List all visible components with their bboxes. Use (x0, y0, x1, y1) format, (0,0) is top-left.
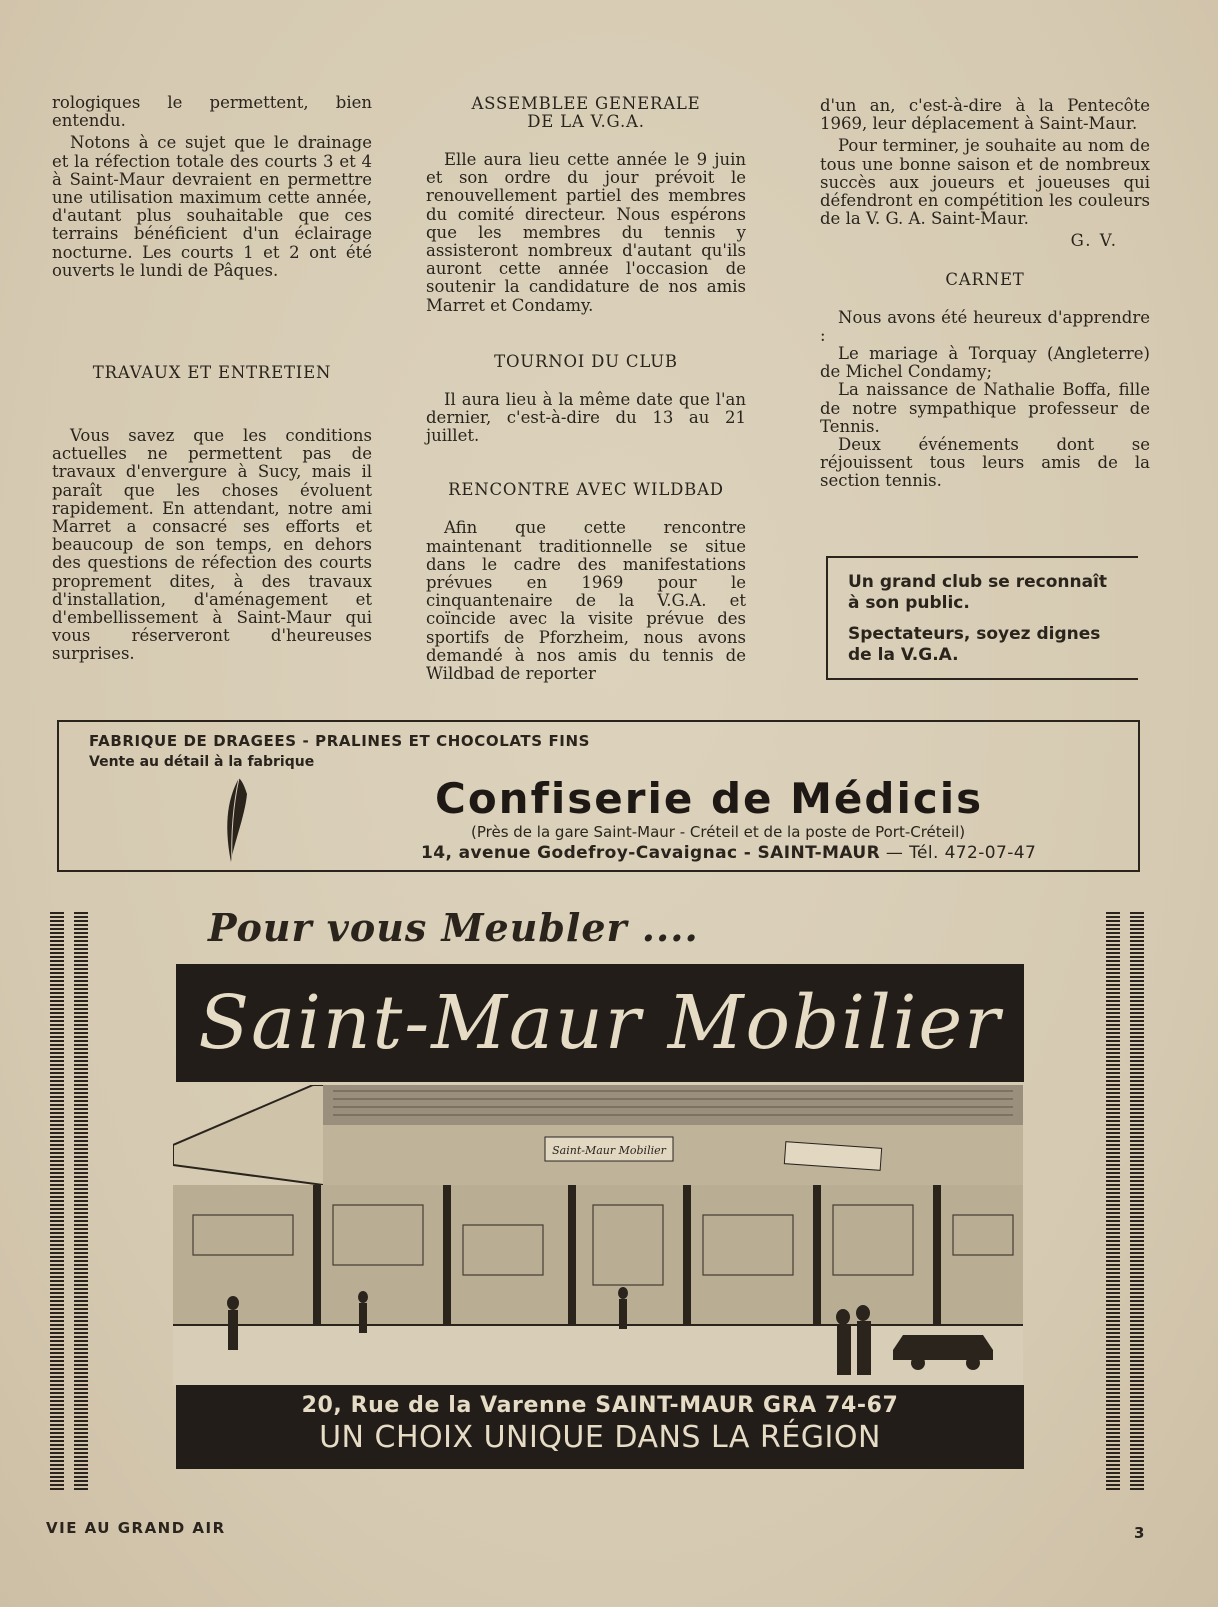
box-line-3: Spectateurs, soyez dignes (848, 624, 1101, 644)
paragraph-carnet-1: Nous avons été heureux d'apprendre : (820, 307, 1150, 345)
signature: G. V. (1070, 231, 1118, 251)
confiserie-top-line: FABRIQUE DE DRAGEES - PRALINES ET CHOCOLATS FINS (89, 732, 591, 750)
box-line-1: Un grand club se reconnaît (848, 572, 1108, 592)
paragraph-assemblee: Elle aura lieu cette année le 9 juin et son ordre du jour prévoit le renouvellement partiel des membres du comité directeur. Nous espérons que les membres du tennis y assisteront nombreux d'autant qu'ils auront cette année l'occasion de soutenir la candidature de nos amis Marret et Condamy. (426, 150, 746, 315)
box-line-2: à son public. (848, 593, 970, 613)
heading-assemblee-2: DE LA V.G.A. (527, 112, 645, 131)
paragraph-rencontre: Afin que cette rencontre maintenant traditionnelle se situe dans le cadre des manifestations prévues en 1969 pour le cinquantenaire de la V.G.A. et coïncide avec la visite prévue des sportifs de Pforzheim, nous avons demandé à nos amis du tennis de Wildbad de reporter (426, 518, 746, 684)
paragraph-notons: Notons à ce sujet que le drainage et la réfection totale des courts 3 et 4 à Saint-Maur devraient en permettre une utilisation maximum cette année, d'autant plus souhaitable que ces terrains bénéficient d'un éclairage nocturne. Les courts 1 et 2 ont été ouverts le lundi de Pâques. (52, 133, 372, 280)
paragraph-carnet-4: Deux événements dont se réjouissent tous leurs amis de la section tennis. (820, 435, 1150, 491)
column-3 (820, 97, 1150, 491)
confiserie-brand: Confiserie de Médicis (435, 774, 984, 823)
feather-icon (217, 776, 257, 866)
paragraph-carnet-2: Le mariage à Torquay (Angleterre) de Michel Condamy; (820, 344, 1150, 382)
confiserie-address: 14, avenue Godefroy-Cavaignac - SAINT-MAUR (421, 843, 881, 863)
store-illustration (173, 1085, 1023, 1385)
publication-title: VIE AU GRAND AIR (46, 1519, 226, 1537)
column-1 (52, 94, 372, 664)
column-2 (426, 95, 746, 683)
paragraph-terminer: Pour terminer, je souhaite au nom de tous une bonne saison et de nombreux succès aux joueurs et joueuses qui défendront en compétition les couleurs de la V. G. A. Saint-Maur. (820, 136, 1150, 229)
paragraph-carnet-3: La naissance de Nathalie Boffa, fille de notre sympathique professeur de Tennis. (820, 380, 1150, 436)
confiserie-ad (57, 720, 1140, 872)
confiserie-address-line (421, 843, 1036, 863)
mobilier-brand-banner: Saint-Maur Mobilier (176, 964, 1024, 1082)
confiserie-top-line-2: Vente au détail à la fabrique (89, 754, 315, 770)
page-number: 3 (1134, 1524, 1145, 1542)
mobilier-address: 20, Rue de la Varenne SAINT-MAUR GRA 74-67 (301, 1393, 899, 1418)
paragraph-intro: rologiques le permettent, bien entendu. (52, 93, 372, 131)
paragraph-tournoi: Il aura lieu à la même date que l'an dernier, c'est-à-dire du 13 au 21 juillet. (426, 389, 746, 446)
heading-assemblee: ASSEMBLEE GENERALE (471, 94, 701, 113)
box-line-4: de la V.G.A. (848, 645, 959, 665)
club-public-box (826, 556, 1138, 680)
mobilier-slogan: UN CHOIX UNIQUE DANS LA RÉGION (319, 1420, 881, 1455)
confiserie-phone: — Tél. 472-07-47 (885, 843, 1037, 863)
mobilier-address-banner (176, 1385, 1024, 1469)
store-sign-1: Saint-Maur Mobilier (552, 1144, 666, 1157)
mobilier-ad (48, 905, 1148, 1505)
heading-travaux: TRAVAUX ET ENTRETIEN (92, 363, 332, 383)
mobilier-tagline: Pour vous Meubler .... (208, 905, 699, 950)
paragraph-continued: d'un an, c'est-à-dire à la Pentecôte 1969, leur déplacement à Saint-Maur. (820, 96, 1150, 134)
paragraph-travaux: Vous savez que les conditions actuelles ne permettent pas de travaux d'envergure à Sucy, mais il paraît que les choses évoluent rapidement. En attendant, notre ami Marret a consacré ses efforts et beaucoup de son temps, en dehors des questions de réfection des courts proprement dites, à des travaux d'installation, d'aménagement et d'embellissement à Saint-Maur qui vous réserveront d'heureuses surprises. (52, 426, 372, 664)
heading-carnet: CARNET (945, 269, 1025, 289)
heading-rencontre: RENCONTRE AVEC WILDBAD (448, 480, 724, 500)
heading-tournoi: TOURNOI DU CLUB (494, 351, 678, 371)
confiserie-location: (Près de la gare Saint-Maur - Créteil et de la poste de Port-Créteil) (471, 823, 966, 841)
